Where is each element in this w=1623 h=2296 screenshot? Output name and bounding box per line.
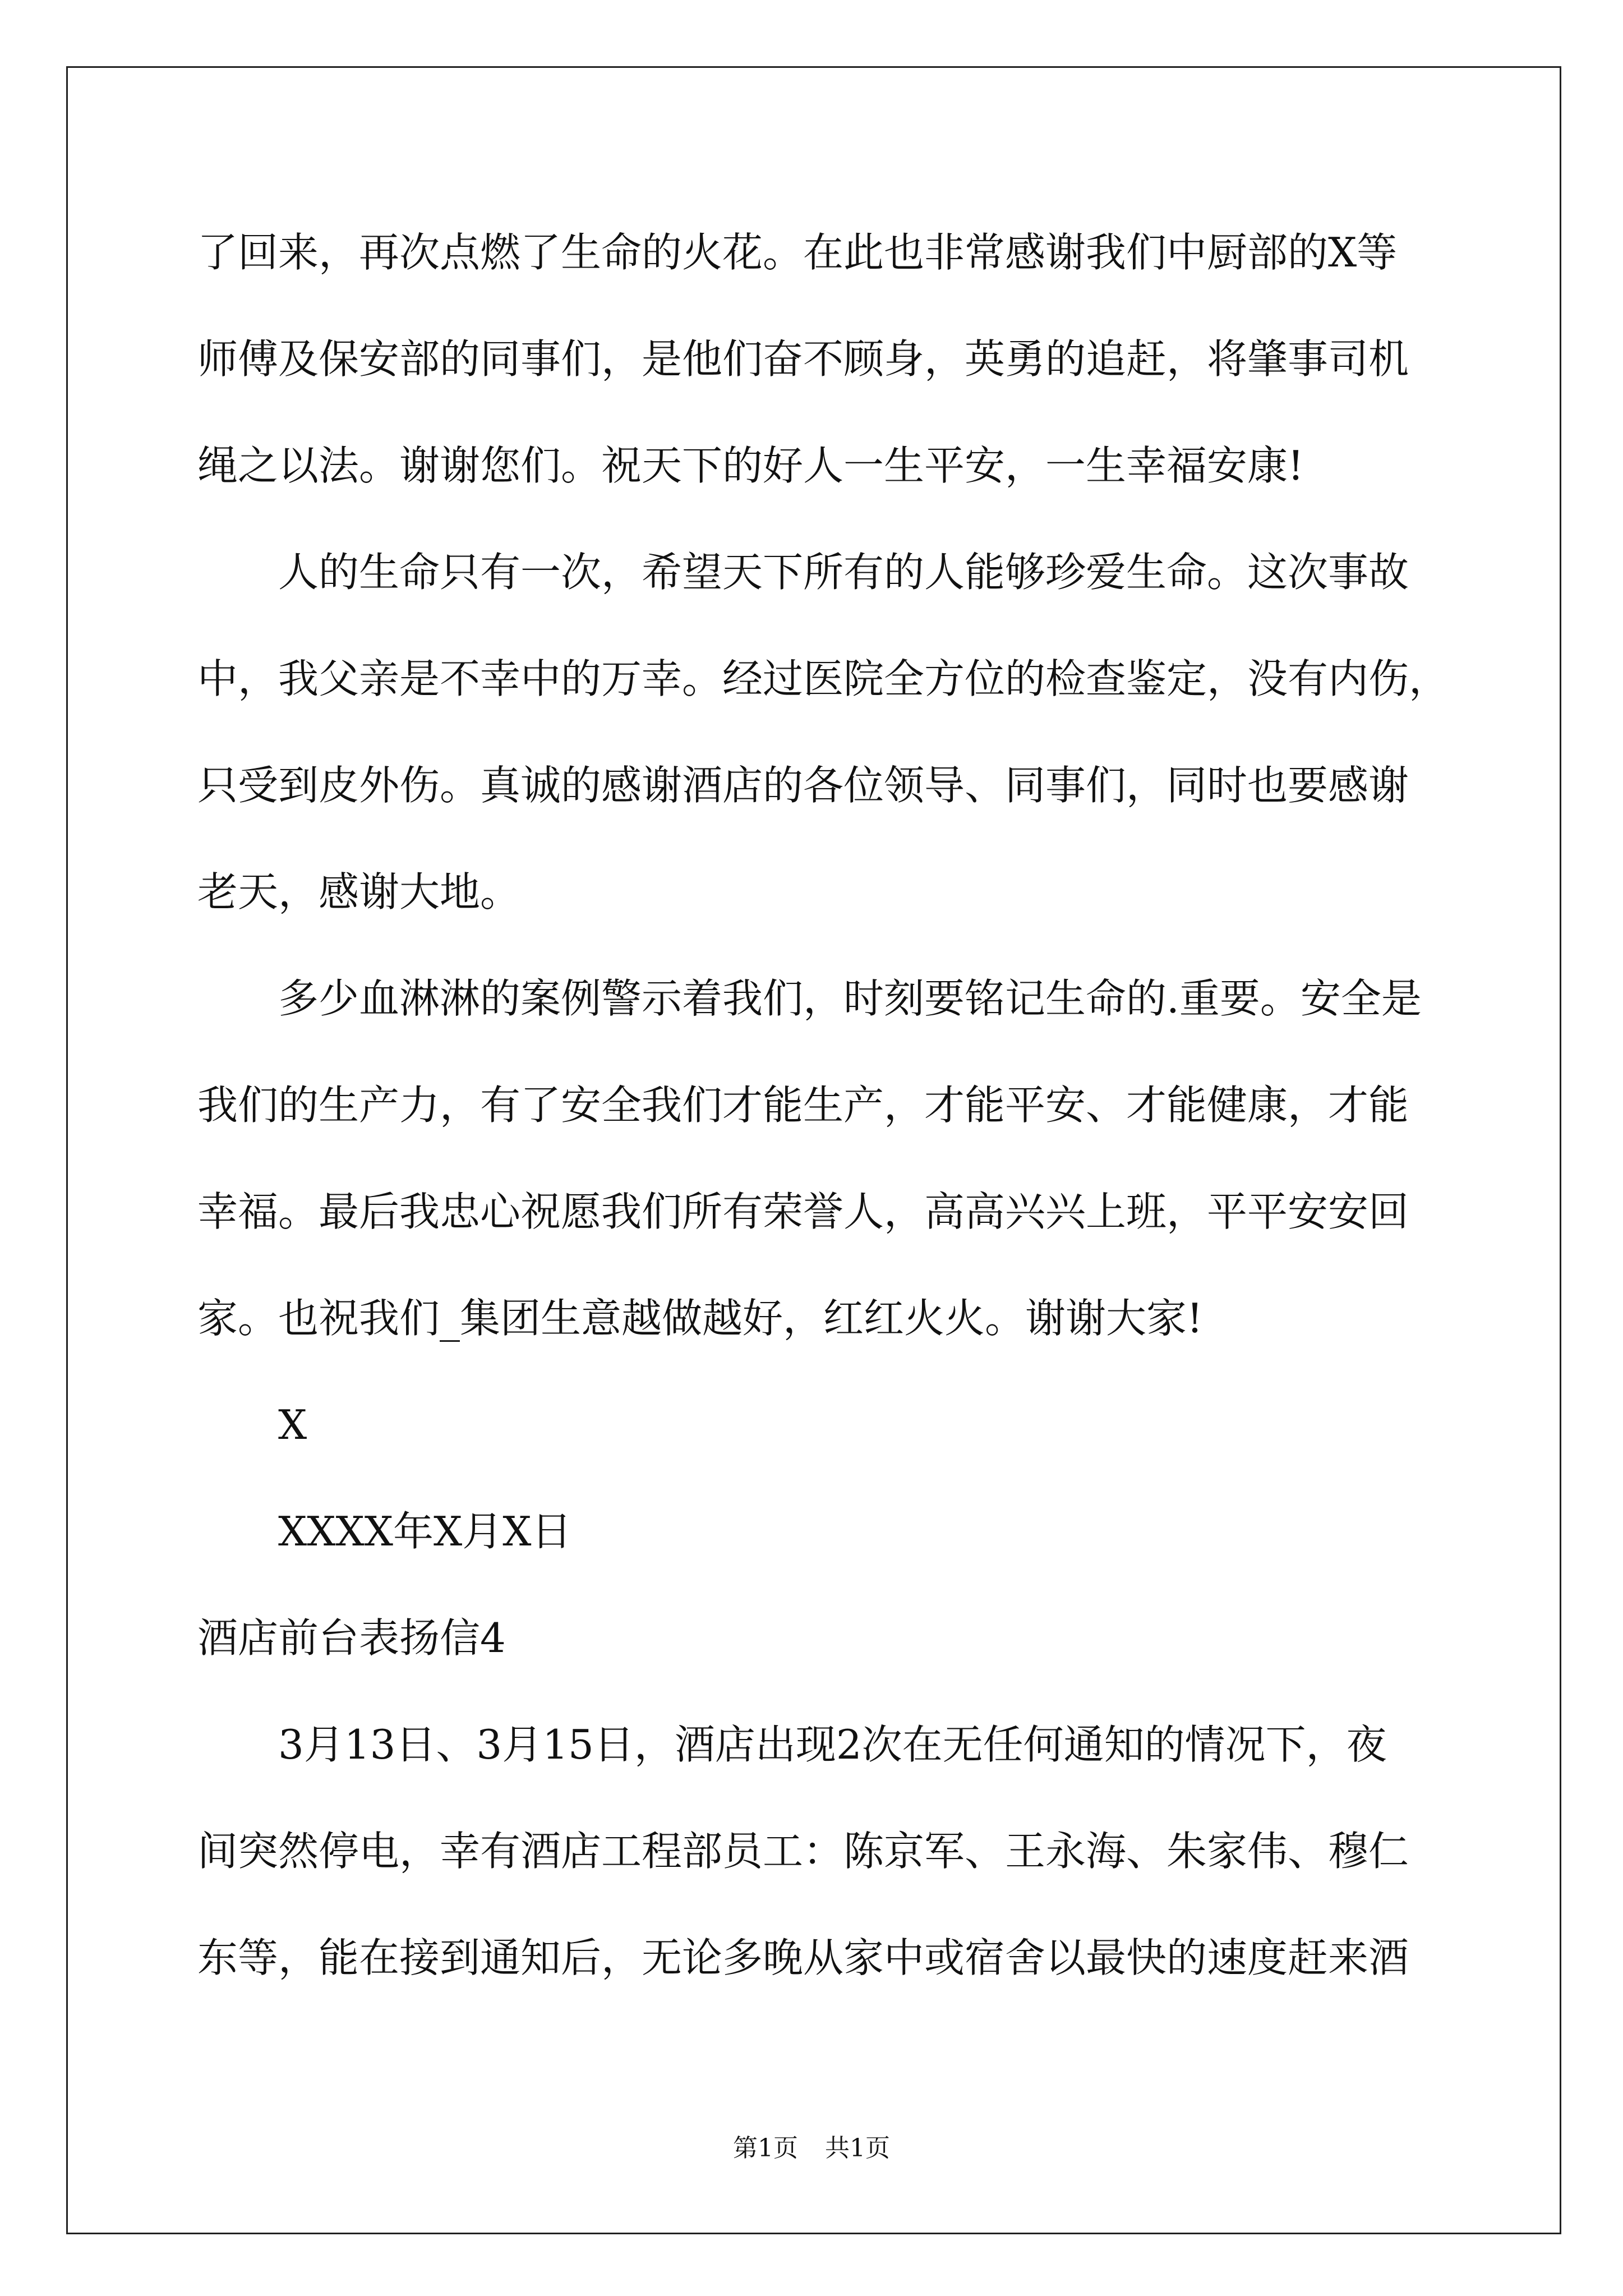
body-line: 间突然停电，幸有酒店工程部员工：陈京军、王永海、朱家伟、穆仁 — [197, 1828, 1409, 1875]
body-line: 幸福。最后我忠心祝愿我们所有荣誉人，高高兴兴上班，平平安安回 — [197, 1188, 1409, 1235]
body-line: 师傅及保安部的同事们，是他们奋不顾身，英勇的追赶，将肇事司机 — [197, 335, 1409, 383]
body-line: 绳之以法。谢谢您们。祝天下的好人一生平安，一生幸福安康! — [197, 442, 1304, 489]
signature-name: X — [278, 1401, 307, 1448]
page-number: 第1页 — [733, 2134, 798, 2162]
body-line: 我们的生产力，有了安全我们才能生产，才能平安、才能健康，才能 — [197, 1082, 1409, 1129]
paragraph-start-line: 人的生命只有一次，希望天下所有的人能够珍爱生命。这次事故 — [278, 549, 1409, 596]
body-line: 中，我父亲是不幸中的万幸。经过医院全方位的检查鉴定，没有内伤， — [197, 655, 1450, 702]
page-border — [66, 66, 1561, 2234]
signature-date: XXXX年X月X日 — [278, 1508, 572, 1555]
paragraph-start-line: 多少血淋淋的案例警示着我们，时刻要铭记生命的.重要。安全是 — [278, 975, 1422, 1022]
page-footer — [0, 2132, 1623, 2165]
body-line: 了回来，再次点燃了生命的火花。在此也非常感谢我们中厨部的X等 — [197, 229, 1398, 276]
section-heading: 酒店前台表扬信4 — [197, 1614, 506, 1662]
body-line: 东等，能在接到通知后，无论多晚从家中或宿舍以最快的速度赶来酒 — [197, 1934, 1409, 1981]
paragraph-start-line: 3月13日、3月15日，酒店出现2次在无任何通知的情况下，夜 — [278, 1721, 1387, 1768]
body-line: 只受到皮外伤。真诚的感谢酒店的各位领导、同事们，同时也要感谢 — [197, 762, 1409, 809]
page-total: 共1页 — [825, 2134, 890, 2162]
body-line: 家。也祝我们_集团生意越做越好，红红火火。谢谢大家! — [197, 1295, 1203, 1342]
body-line: 老天，感谢大地。 — [197, 868, 521, 915]
